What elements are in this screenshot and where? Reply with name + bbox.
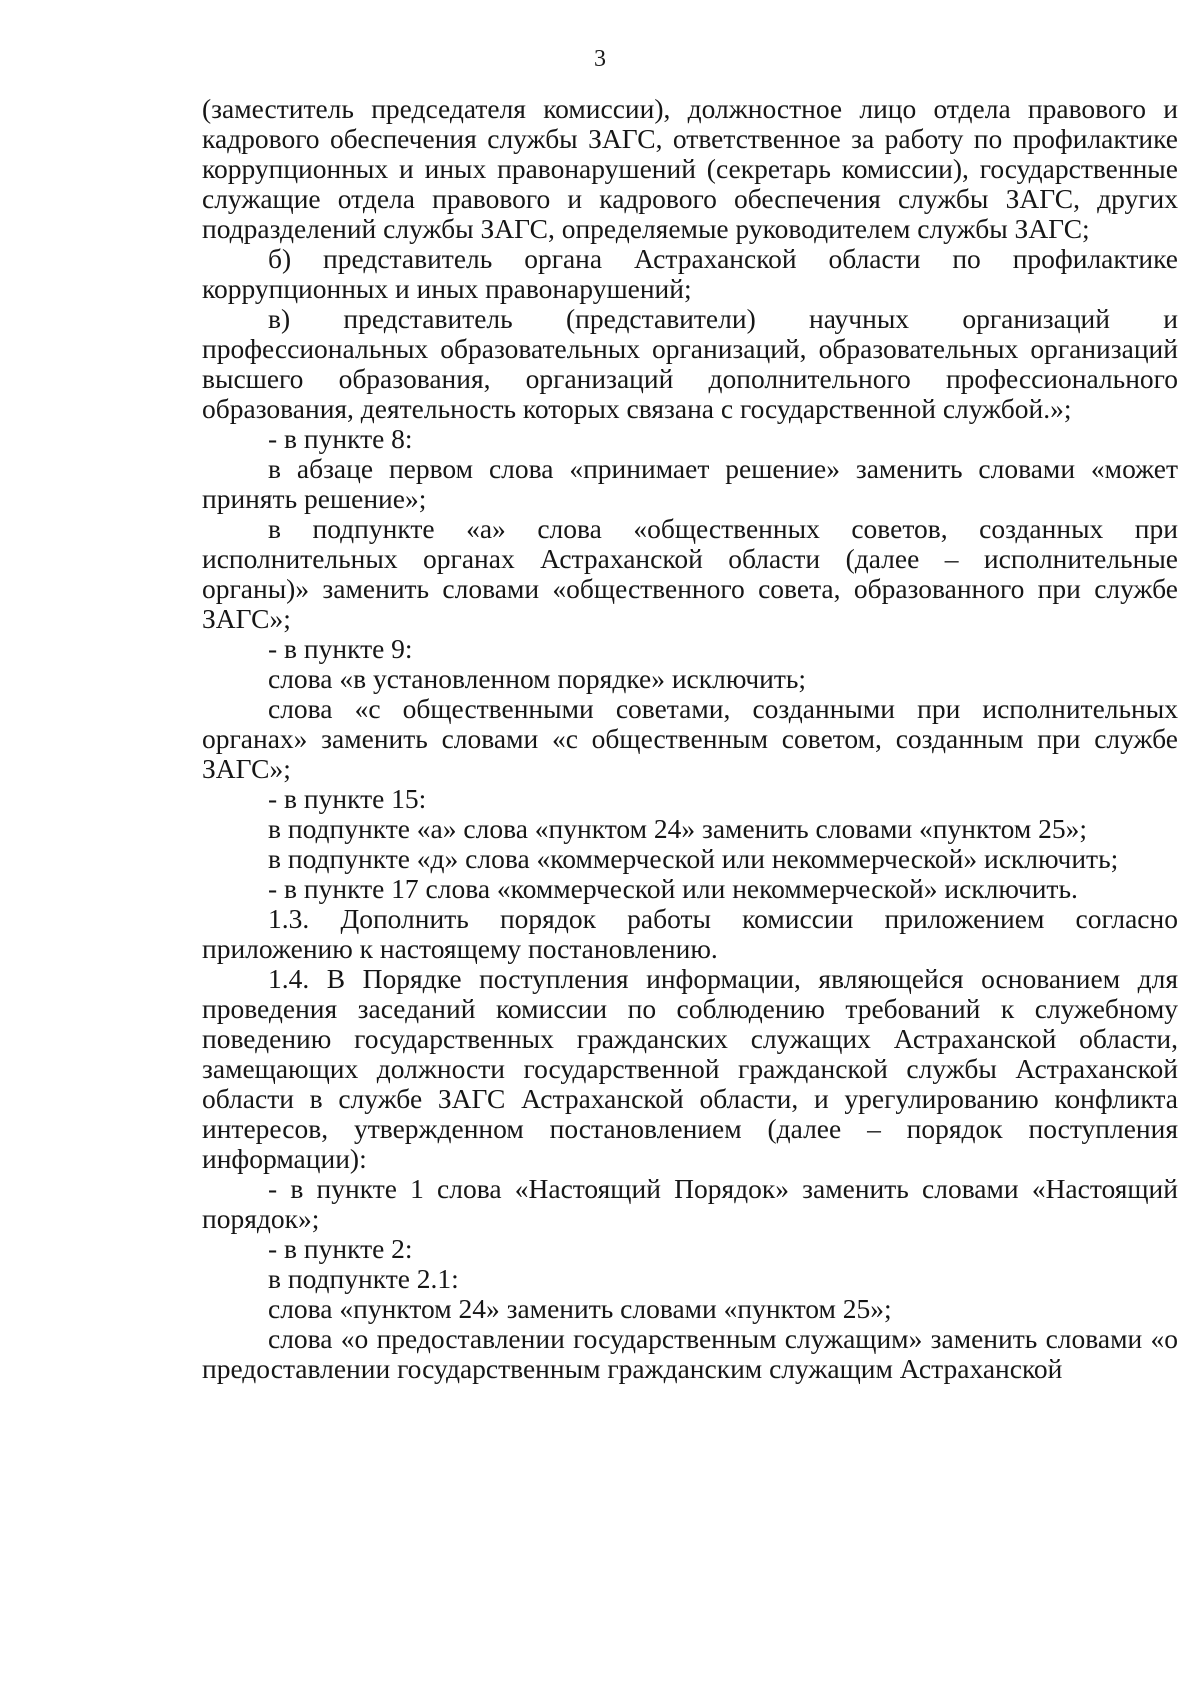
- paragraph: - в пункте 15:: [268, 783, 427, 814]
- paragraph: 1.3. Дополнить порядок работы комиссии приложением согласно приложению к настоящему постановлению.: [202, 903, 1178, 964]
- paragraph: - в пункте 8:: [268, 423, 413, 454]
- page-number: 3: [594, 46, 606, 72]
- paragraph: слова «пунктом 24» заменить словами «пунктом 25»;: [268, 1293, 892, 1324]
- paragraph: в абзаце первом слова «принимает решение» заменить словами «может принять решение»;: [202, 453, 1178, 514]
- paragraph: в подпункте «а» слова «пунктом 24» заменить словами «пунктом 25»;: [268, 813, 1088, 844]
- paragraph: 1.4. В Порядке поступления информации, являющейся основанием для проведения заседаний комиссии по соблюдению требований к служебному поведению государственных гражданских служащих Астраханской области, замещающих должности государственной гражданской службы Астраханской области в службе ЗАГС Астраханской области, и урегулированию конфликта интересов, утвержденном постановлением (далее – порядок поступления информации):: [202, 963, 1178, 1174]
- paragraph: в подпункте «а» слова «общественных советов, созданных при исполнительных органах Астраханской области (далее – исполнительные органы)» заменить словами «общественного совета, образованного при службе ЗАГС»;: [202, 513, 1178, 634]
- document-body: [202, 94, 1178, 1384]
- paragraph: - в пункте 2:: [268, 1233, 413, 1264]
- paragraph: - в пункте 9:: [268, 633, 413, 664]
- paragraph: в) представитель (представители) научных организаций и профессиональных образовательных организаций, образовательных организаций высшего образования, организаций дополнительного профессионального образования, деятельность которых связана с государственной службой.»;: [202, 303, 1178, 424]
- paragraph: - в пункте 1 слова «Настоящий Порядок» заменить словами «Настоящий порядок»;: [202, 1173, 1178, 1234]
- paragraph: слова «о предоставлении государственным служащим» заменить словами «о предоставлении государственным гражданским служащим Астраханской: [202, 1323, 1178, 1384]
- paragraph: б) представитель органа Астраханской области по профилактике коррупционных и иных правонарушений;: [202, 243, 1178, 304]
- paragraph: слова «в установленном порядке» исключить;: [268, 663, 807, 694]
- paragraph: слова «с общественными советами, созданными при исполнительных органах» заменить словами «с общественным советом, созданным при службе ЗАГС»;: [202, 693, 1178, 784]
- paragraph: в подпункте 2.1:: [268, 1263, 459, 1294]
- paragraph: в подпункте «д» слова «коммерческой или некоммерческой» исключить;: [268, 843, 1119, 874]
- paragraph: (заместитель председателя комиссии), должностное лицо отдела правового и кадрового обеспечения службы ЗАГС, ответственное за работу по профилактике коррупционных и иных правонарушений (секретарь комиссии), государственные служащие отдела правового и кадрового обеспечения службы ЗАГС, других подразделений службы ЗАГС, определяемые руководителем службы ЗАГС;: [202, 93, 1178, 244]
- paragraph: - в пункте 17 слова «коммерческой или некоммерческой» исключить.: [268, 873, 1078, 904]
